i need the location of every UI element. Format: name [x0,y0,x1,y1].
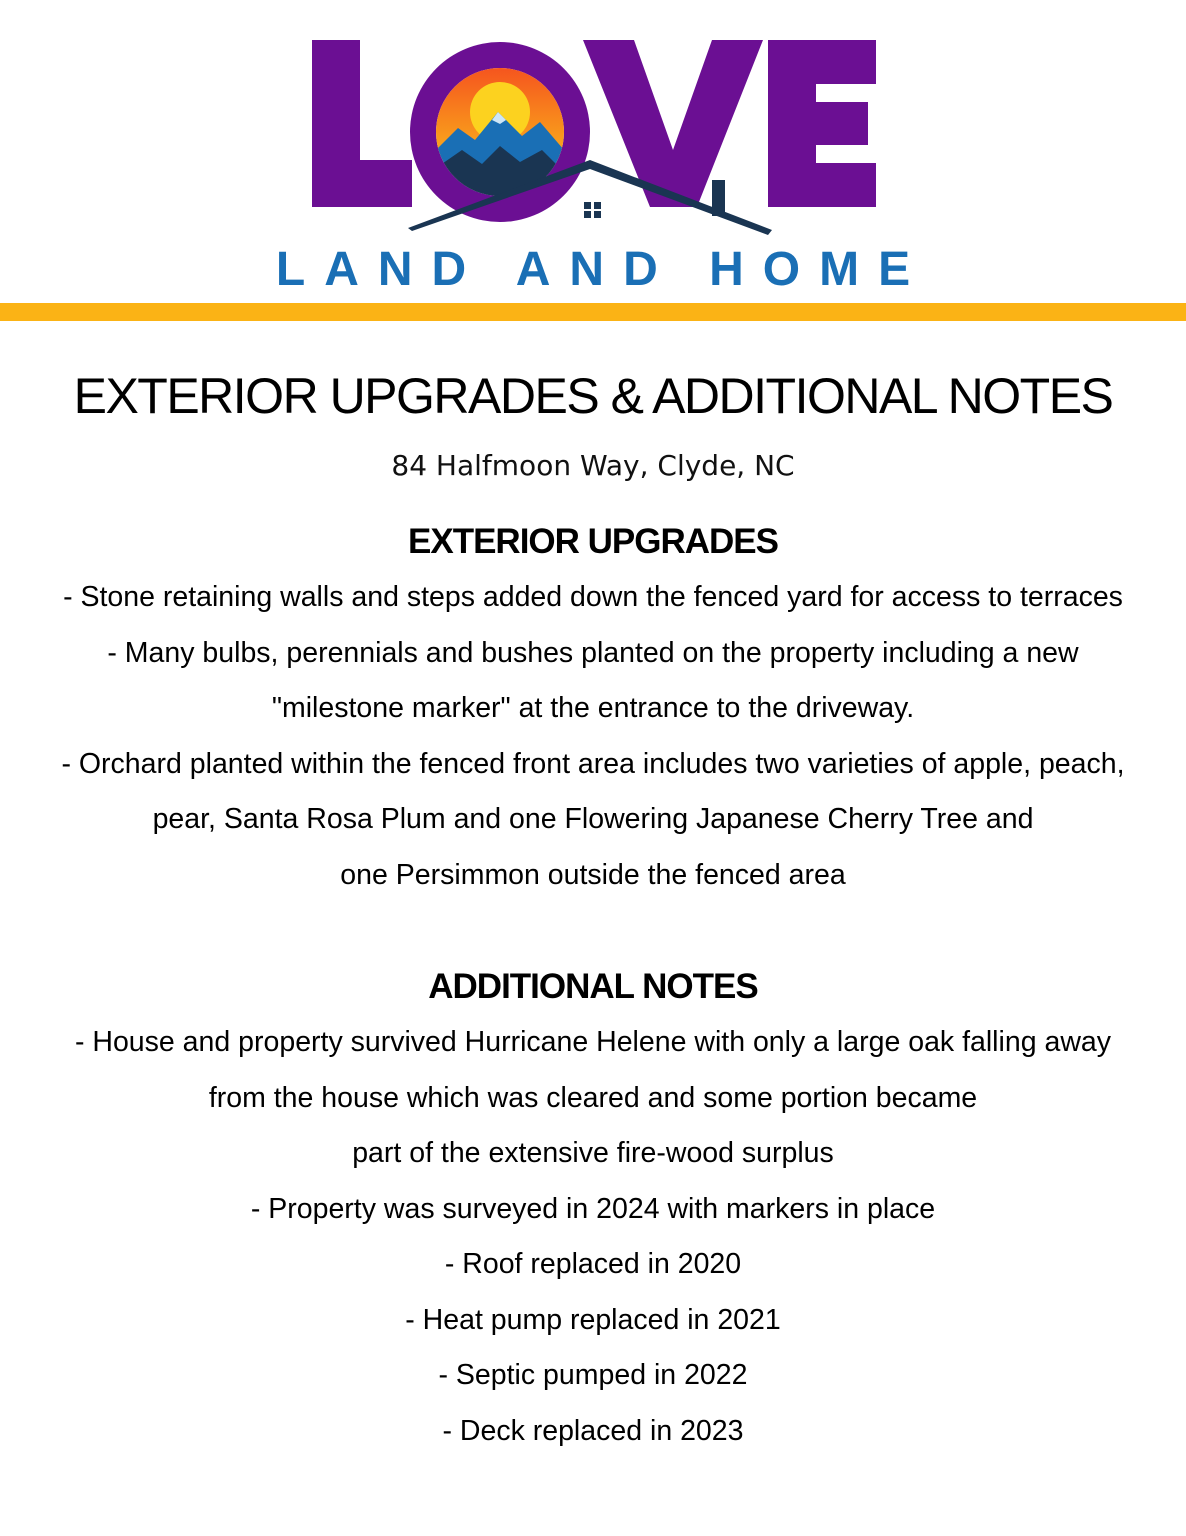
exterior-line: - Orchard planted within the fenced front area includes two varieties of apple, peach, [61,747,1125,780]
window-icon [584,202,601,218]
additional-line: - Deck replaced in 2023 [442,1414,744,1447]
logo-letter-l [312,25,412,207]
logo-letter-o [410,25,590,222]
document-body [0,360,1186,1459]
additional-line: from the house which was cleared and some portion became [208,1081,978,1114]
logo-header [0,0,1186,300]
additional-line: - Septic pumped in 2022 [438,1359,748,1391]
logo-tagline: LAND AND HOME [275,243,930,296]
additional-line: - House and property survived Hurricane Helene with only a large oak falling away [74,1026,1112,1058]
exterior-line: pear, Santa Rosa Plum and one Flowering Japanese Cherry Tree and [152,803,1034,835]
exterior-line: - Many bulbs, perennials and bushes planted on the property including a new [107,636,1079,669]
exterior-upgrades-section [0,514,1186,903]
logo-letter-v [583,25,763,207]
sunset-mountain-icon [436,68,564,196]
additional-line: - Roof replaced in 2020 [444,1248,742,1280]
additional-notes-section [0,959,1186,1459]
logo-letter-e [768,25,876,207]
additional-line: - Property was surveyed in 2024 with markers in place [250,1192,936,1225]
section-heading-additional: ADDITIONAL NOTES [428,967,758,1006]
exterior-line: "milestone marker" at the entrance to the driveway. [271,692,915,724]
additional-line: - Heat pump replaced in 2021 [405,1303,781,1336]
exterior-line: - Stone retaining walls and steps added down the fenced yard for access to terraces [63,581,1123,613]
additional-line: part of the extensive fire-wood surplus [352,1137,834,1169]
property-address: 84 Halfmoon Way, Clyde, NC [391,449,795,482]
document-title: EXTERIOR UPGRADES & ADDITIONAL NOTES [73,368,1113,424]
gold-divider [0,303,1186,321]
exterior-line: one Persimmon outside the fenced area [340,858,846,891]
section-heading-exterior: EXTERIOR UPGRADES [408,522,778,561]
